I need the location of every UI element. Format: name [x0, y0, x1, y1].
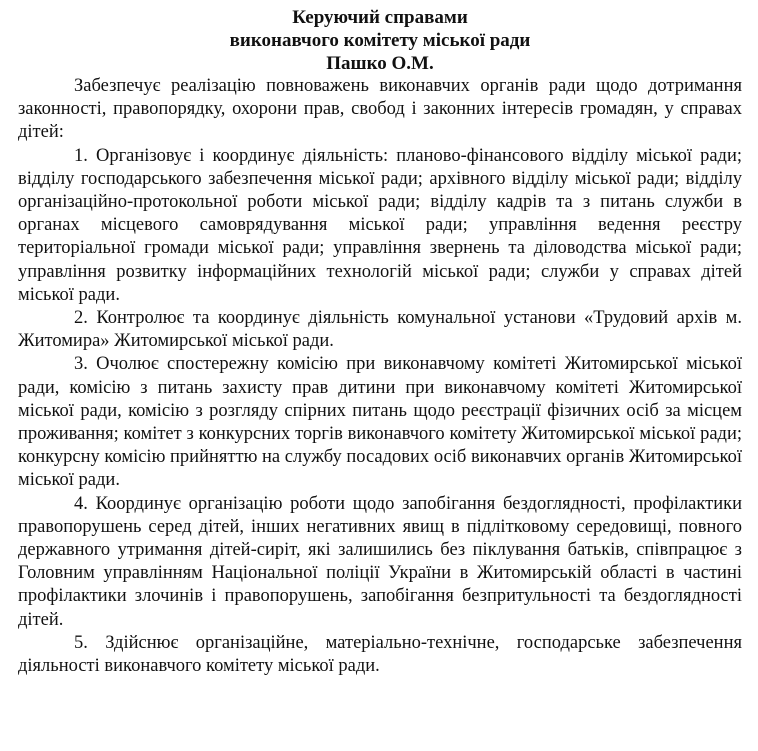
duty-item-3: 3. Очолює спостережну комісію при виконавчому комітеті Житомирської міської ради, комісію з питань захисту прав дитини при виконавчому комітеті Житомирської міської ради, комісію з розгляду спірних питань щодо реєстрації фізичних осіб за місцем проживання; комітет з конкурсних торгів виконавчого комітету Житомирської міської ради; конкурсну комісію прийняттю на службу посадових осіб виконавчих органів Житомирської міської ради. — [18, 354, 742, 491]
duty-item-4: 4. Координує організацію роботи щодо запобігання бездоглядності, профілактики правопорушень серед дітей, інших негативних явищ в підлітковому середовищі, повного державного утримання дітей-сиріт, які залишились без піклування батьків, співпрацює з Головним управлінням Національної поліції України в Житомирській області в частині профілактики злочинів і правопорушень, запобігання безпритульності та бездоглядності дітей. — [18, 493, 742, 630]
duty-item-1: 1. Організовує і координує діяльність: планово-фінансового відділу міської ради; відділу господарського забезпечення міської ради; архівного відділу міської ради; відділу організаційно-протокольної роботи міської ради; відділу кадрів та з питань служби в органах місцевого самоврядування міської ради; управління ведення реєстру територіальної громади міської ради; управління звернень та діловодства міської ради; управління розвитку інформаційних технологій міської ради; служби у справах дітей міської ради. — [18, 145, 742, 305]
heading-subtitle: виконавчого комітету міської ради — [229, 30, 531, 51]
intro-paragraph: Забезпечує реалізацію повноважень виконавчих органів ради щодо дотримання законності, правопорядку, охорони прав, свобод і законних інтересів громадян, у справах дітей: — [18, 76, 742, 143]
duty-item-5: 5. Здійснює організаційне, матеріально-технічне, господарське забезпечення діяльності виконавчого комітету міської ради. — [18, 632, 742, 677]
heading-person-name: Пашко О.М. — [326, 53, 434, 74]
document-heading — [18, 6, 742, 75]
heading-title: Керуючий справами — [292, 7, 468, 28]
duty-item-2: 2. Контролює та координує діяльність комунальної установи «Трудовий архів м. Житомира» Житомирської міської ради. — [18, 308, 742, 352]
